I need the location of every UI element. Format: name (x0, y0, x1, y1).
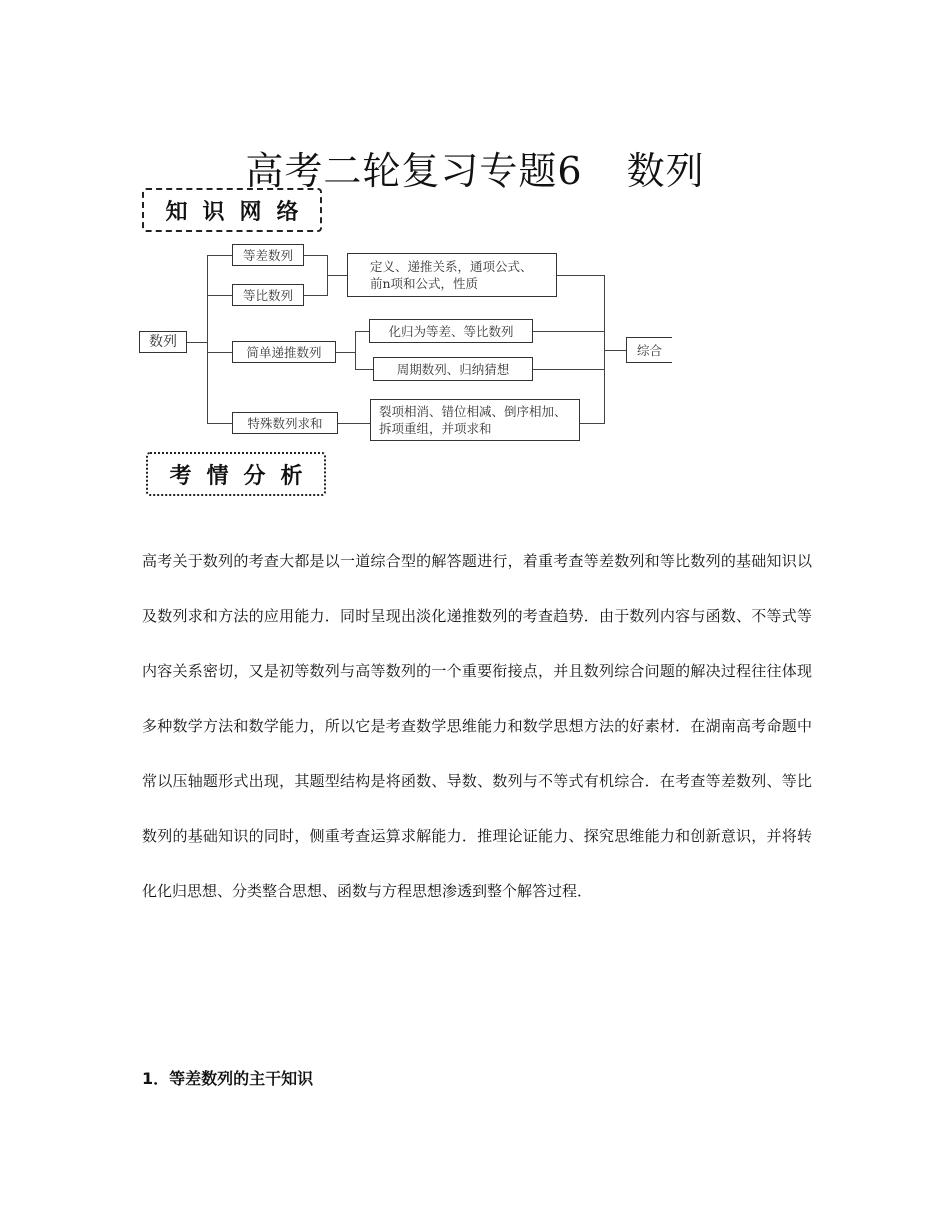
connector (355, 331, 356, 370)
node-label: 综合 (637, 342, 663, 358)
banner-char: 识 (202, 198, 225, 225)
connector (207, 423, 232, 424)
banner-char: 知 (165, 198, 188, 225)
connector (207, 255, 232, 256)
connector (557, 275, 605, 276)
connector (207, 352, 232, 353)
connector (355, 331, 369, 332)
banner-char: 分 (243, 462, 266, 489)
node-label: 前n项和公式，性质 (370, 276, 479, 291)
connector (304, 295, 328, 296)
title-topic: 数列 (626, 149, 705, 193)
section-heading: 1．等差数列的主干知识 (142, 1069, 314, 1088)
analysis-paragraph: 高考关于数列的考查大都是以一道综合型的解答题进行，着重考查等差数列和等比数列的基础知识以及数列求和方法的应用能力．同时呈现出淡化递推数列的考查趋势．由于数列内容与函数、不等式等内容关系密切，又是初等数列与高等数列的一个重要衔接点，并且数列综合问题的解决过程往往体现多种数学方法和数学能力，所以它是考查数学思维能力和数学思想方法的好素材．在湖南高考命题中常以压轴题形式出现，其题型结构是将函数、导数、数列与不等式有机综合．在考查等差数列、等比数列的基础知识的同时，侧重考查运算求解能力．推理论证能力、探究思维能力和创新意识，并将转化化归思想、分类整合思想、函数与方程思想渗透到整个解答过程． (142, 552, 812, 900)
banner-char: 络 (276, 198, 299, 225)
node-special-sum (232, 412, 338, 434)
node-summation-methods (370, 399, 580, 441)
node-label: 数列 (149, 333, 177, 350)
connector (533, 331, 605, 332)
banner-char: 网 (239, 198, 262, 225)
title-main: 高考二轮复习专题6 (245, 149, 583, 193)
node-geometric-sequence (232, 284, 304, 306)
node-label: 等比数列 (242, 287, 293, 303)
document-title (0, 140, 950, 195)
banner-char: 情 (206, 462, 229, 489)
connector (327, 275, 347, 276)
connector (207, 295, 232, 296)
connector (355, 369, 373, 370)
connector (580, 423, 605, 424)
node-label: 简单递推数列 (246, 344, 322, 360)
knowledge-network-banner (142, 188, 322, 232)
node-label: 裂项相消、错位相减、倒序相加、 (379, 404, 567, 419)
node-reduce-to-standard (369, 319, 533, 343)
node-comprehensive (626, 337, 672, 363)
connector (207, 255, 208, 423)
connector (304, 255, 328, 256)
node-label: 特殊数列求和 (247, 415, 323, 431)
node-sequence (139, 331, 187, 353)
node-label: 化归为等差、等比数列 (388, 323, 514, 339)
connector (336, 352, 356, 353)
node-label: 拆项重组，并项求和 (379, 421, 492, 436)
connector (604, 350, 626, 351)
node-periodic-induction (373, 357, 533, 381)
exam-analysis-banner (146, 452, 326, 496)
banner-char: 析 (280, 462, 303, 489)
node-arithmetic-sequence (232, 244, 304, 266)
node-label: 等差数列 (242, 247, 293, 263)
node-recursive-sequence (232, 341, 336, 363)
banner-char: 考 (169, 462, 192, 489)
node-label: 周期数列、归纳猜想 (396, 361, 510, 377)
node-label: 定义、递推关系，通项公式、 (370, 259, 533, 274)
connector (186, 342, 208, 343)
node-definition-formulas (347, 253, 557, 297)
connector (338, 423, 370, 424)
connector (533, 369, 605, 370)
